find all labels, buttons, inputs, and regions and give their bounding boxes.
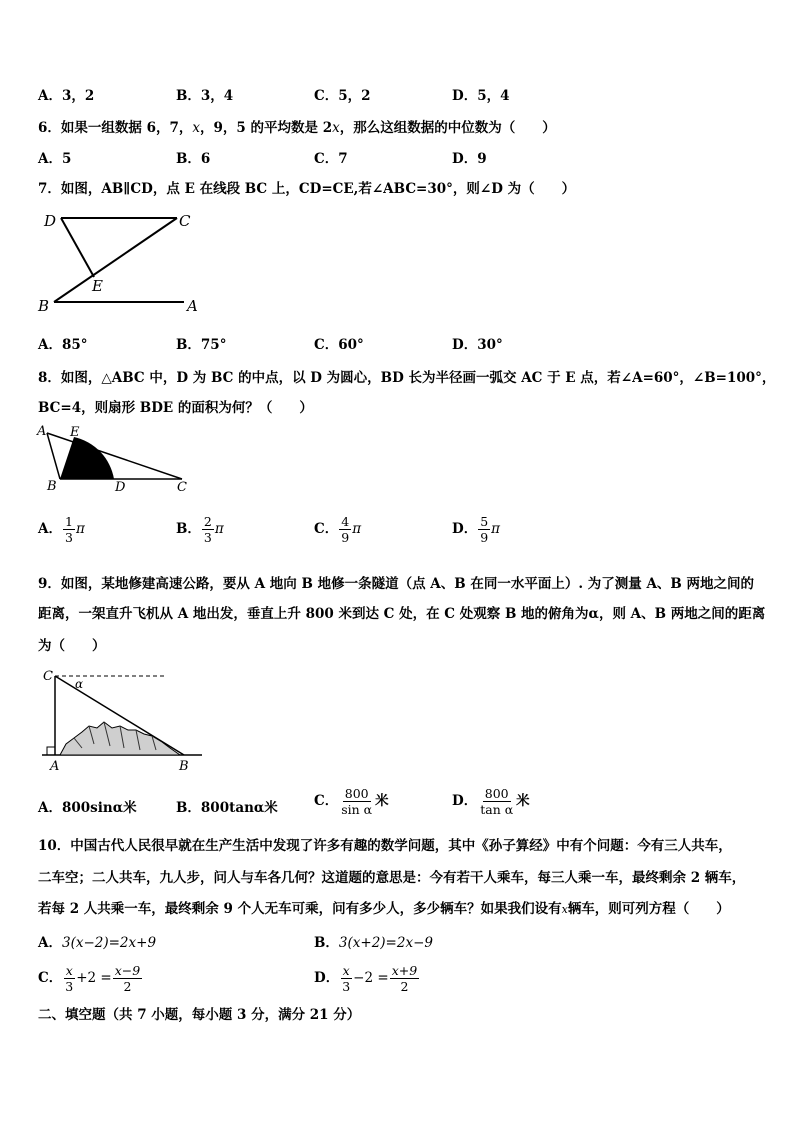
q5-option-c: C．5，2	[314, 88, 371, 104]
q10-option-d: D． $\frac{x}{3}$ −2 = $\frac{x+9}{2}$	[314, 963, 418, 994]
section-2-heading: 二、填空题（共 7 小题，每小题 3 分，满分 21 分）	[38, 1007, 361, 1023]
q7-option-a: A．85°	[38, 337, 88, 353]
q7-option-c: C．60°	[314, 337, 364, 353]
q9-stem-line3: 为（ ）	[38, 638, 106, 654]
q7-option-b: B．75°	[176, 337, 227, 353]
q8-label-b: B	[47, 479, 57, 494]
q8-stem-line2: BC=4，则扇形 BDE 的面积为何？（ ）	[38, 400, 313, 416]
q9-label-alpha: α	[75, 677, 84, 691]
q8-label-e: E	[70, 425, 80, 440]
q10-option-c: C． $\frac{x}{3}$ +2 = $\frac{x-9}{2}$	[38, 963, 141, 994]
q8-label-d: D	[115, 480, 126, 495]
q8-option-c: C． $\frac{4}{9}$ π	[314, 514, 362, 545]
q8-option-b: B． $\frac{2}{3}$ π	[176, 514, 224, 545]
q7-label-d: D	[44, 212, 57, 230]
q7-option-d: D．30°	[452, 337, 503, 353]
q6-option-d: D．9	[452, 151, 487, 167]
q7-segment-de	[61, 218, 94, 277]
q9-option-b: B．800tanα米	[176, 800, 278, 816]
q6-stem: 6．如果一组数据 6，7，x，9，5 的平均数是 2x，那么这组数据的中位数为（ ）	[38, 120, 556, 136]
q7-figure	[34, 206, 209, 316]
q8-option-d: D． $\frac{5}{9}$ π	[452, 514, 501, 545]
q7-label-e: E	[92, 277, 103, 295]
q7-segment-cb	[54, 218, 177, 302]
q6-option-c: C．7	[314, 151, 348, 167]
q10-option-a: A．3(x−2)=2x+9	[38, 935, 157, 951]
q5-option-d: D．5，4	[452, 88, 510, 104]
q9-option-c: C． $\frac{800}{\text{sin α}}$ 米	[314, 786, 389, 817]
q8-stem-line1: 8．如图，△ABC 中，D 为 BC 的中点，以 D 为圆心，BD 长为半径画一弧交 AC 于 E 点，若∠A=60°，∠B=100°，	[38, 370, 776, 386]
q8-label-c: C	[177, 480, 187, 495]
q9-stem-line1: 9．如图，某地修建高速公路，要从 A 地向 B 地修一条隧道（点 A、B 在同一水平面上）. 为了测量 A、B 两地之间的	[38, 576, 755, 592]
q10-stem-line1: 10．中国古代人民很早就在生产生活中发现了许多有趣的数学问题，其中《孙子算经》中有个问题：今有三人共车，	[38, 838, 732, 854]
q10-stem-line3: 若每 2 人共乘一车，最终剩余 9 个人无车可乘，问有多少人，多少辆车？如果我们设有x辆车，则可列方程（ ）	[38, 901, 730, 917]
q7-label-c: C	[179, 212, 191, 230]
q5-option-a: A．3，2	[38, 88, 95, 104]
q9-option-a: A．800sinα米	[38, 800, 137, 816]
q10-stem-line2: 二车空；二人共车，九人步，问人与车各几何？这道题的意思是：今有若干人乘车，每三人乘一车，最终剩余 2 辆车，	[38, 870, 746, 886]
q7-label-b: B	[38, 297, 50, 315]
q8-segment-ab	[47, 433, 60, 479]
q6-option-b: B．6	[176, 151, 211, 167]
q9-label-a: A	[50, 759, 60, 774]
q9-stem-line2: 距离，一架直升飞机从 A 地出发，垂直上升 800 米到达 C 处，在 C 处观察 B 地的俯角为α，则 A、B 两地之间的距离	[38, 606, 766, 622]
q9-label-c: C	[43, 669, 53, 684]
q9-right-angle-mark	[47, 747, 55, 755]
q9-label-b: B	[179, 759, 189, 774]
q9-figure	[34, 664, 214, 774]
q9-option-d: D． $\frac{800}{\text{tan α}}$ 米	[452, 786, 530, 817]
q8-option-a: A． $\frac{1}{3}$ π	[38, 514, 85, 545]
q10-option-b: B．3(x+2)=2x−9	[314, 935, 433, 951]
q7-stem: 7．如图，AB∥CD，点 E 在线段 BC 上，CD=CE,若∠ABC=30°，则∠D 为（ ）	[38, 181, 576, 197]
q8-label-a: A	[37, 424, 47, 439]
q5-option-b: B．3，4	[176, 88, 234, 104]
q7-label-a: A	[187, 297, 198, 315]
q8-figure	[34, 422, 199, 497]
q6-option-a: A．5	[38, 151, 72, 167]
q8-sector-bde	[60, 437, 114, 479]
